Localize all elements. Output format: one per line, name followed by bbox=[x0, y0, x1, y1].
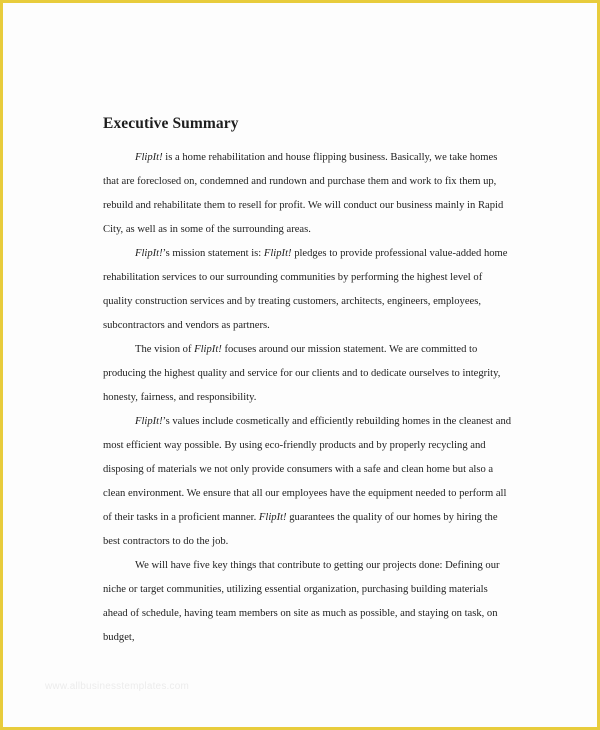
paragraph-mission bbox=[103, 242, 513, 338]
company-name-italic: FlipIt! bbox=[258, 512, 287, 523]
paragraph-intro bbox=[103, 146, 513, 242]
paragraph-text-run: The vision of bbox=[135, 344, 195, 355]
paragraph-text-run: guarantees the quality of our homes by hiring the best contractors to do the job. bbox=[103, 512, 498, 547]
paragraph-text-run: is a home rehabilitation and house flipping business. Basically, we take homes that are foreclosed on, condemned and rundown and purchase them and work to fix them up, rebuild and rehabilitate them to resell for profit. We will conduct our business mainly in Rapid City, as well as in some of the surrounding areas. bbox=[103, 152, 504, 235]
document-page bbox=[103, 115, 513, 650]
paragraph-text-run: pledges to provide professional value-added home rehabilitation services to our surrounding communities by performing the highest level of quality construction services and by treating customers, architects, engineers, employees, subcontractors and vendors as partners. bbox=[103, 248, 508, 331]
paragraph-key-things bbox=[103, 554, 513, 650]
paragraph-text-run: ’s mission statement is: bbox=[162, 248, 264, 259]
document-title: Executive Summary bbox=[103, 115, 239, 132]
company-name-italic: FlipIt! bbox=[194, 344, 222, 355]
document-body bbox=[103, 146, 513, 650]
company-name-italic: FlipIt! bbox=[263, 248, 292, 259]
paragraph-values bbox=[103, 410, 513, 554]
paragraph-text-run: focuses around our mission statement. We are committed to producing the highest quality and service for our clients and to dedicate ourselves to integrity, honesty, fairness, and responsibility. bbox=[103, 344, 501, 403]
paragraph-text-run: ’s values include cosmetically and efficiently rebuilding homes in the cleanest and most efficient way possible. By using eco-friendly products and by properly recycling and disposing of materials we not only provide consumers with a safe and clean home but also a clean environment. We ensure that all our employees have the equipment needed to perform all of their tasks in a proficient manner. bbox=[103, 416, 512, 523]
watermark-text: www.allbusinesstemplates.com bbox=[45, 681, 189, 692]
company-name-italic: FlipIt! bbox=[135, 152, 163, 163]
paragraph-text-run: We will have five key things that contribute to getting our projects done: Defining our niche or target communities, utilizing essential organization, purchasing building materials ahead of schedule, having team members on site as much as possible, and staying on task, on budget, bbox=[103, 560, 500, 643]
company-name-italic: FlipIt! bbox=[135, 248, 163, 259]
paragraph-vision bbox=[103, 338, 513, 410]
company-name-italic: FlipIt! bbox=[135, 416, 163, 427]
